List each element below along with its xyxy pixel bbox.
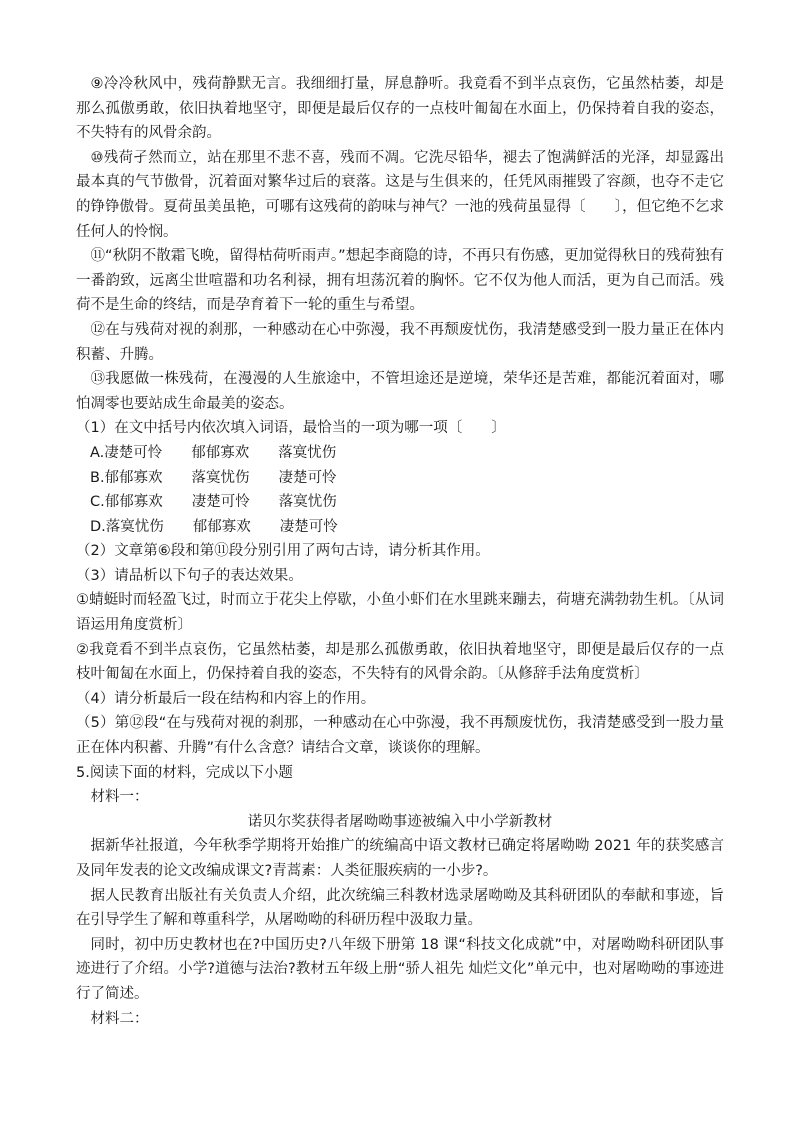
question-2: （2）文章第⑥段和第⑪段分别引用了两句古诗，请分析其作用。 (76, 543, 490, 560)
material-2-label: 材料二： (90, 1010, 149, 1027)
option-a: A.凄楚可怜 郁郁寡欢 落寞忧伤 (90, 444, 337, 461)
option-c: C.郁郁寡欢 凄楚可怜 落寞忧伤 (90, 494, 337, 511)
material-1-paragraph-1: 据新华社报道，今年秋季学期将开始推广的统编高中语文教材已确定将屠呦呦 2021 年的获奖感言及同年发表的论文改编成课文?青蒿素：人类征服疾病的一小步?。 (76, 838, 724, 879)
question-5: （5）第⑫段“在与残荷对视的刹那，一种感动在心中弥漫，我不再颓废忧伤，我清楚感受到一股力量正在体内积蓄、升腾”有什么含意？请结合文章，谈谈你的理解。 (76, 715, 724, 757)
paragraph-11: ⑪“秋阴不散霜飞晚，留得枯荷听雨声。”想起李商隐的诗，不再只有伤感，更加觉得秋日的残荷独有一番韵致，远离尘世喧嚣和功名利禄，拥有坦荡沉着的胸怀。它不仅为他人而活，更为自己而活。残荷不是生命的终结，而是孕育着下一轮的重生与希望。 (76, 248, 724, 314)
question-1: （1）在文中括号内依次填入词语，最恰当的一项为哪一项〔 〕 (76, 420, 506, 437)
material-1-label: 材料一： (90, 789, 149, 806)
option-b: B.郁郁寡欢 落寞忧伤 凄楚可怜 (90, 469, 337, 486)
option-d: D.落寞忧伤 郁郁寡欢 凄楚可怜 (90, 518, 338, 535)
paragraph-13: ⑬我愿做一株残荷，在漫漫的人生旅途中，不管坦途还是逆境，荣华还是苦难，都能沉着面对，哪怕凋零也要站成生命最美的姿态。 (76, 371, 724, 412)
paragraph-12: ⑫在与残荷对视的刹那，一种感动在心中弥漫，我不再颓废忧伤，我清楚感受到一股力量正在体内积蓄、升腾。 (76, 321, 724, 363)
material-1-paragraph-2: 据人民教育出版社有关负责人介绍，此次统编三科教材选录屠呦呦及其科研团队的奉献和事迹，旨在引导学生了解和尊重科学，从屠呦呦的科研历程中汲取力量。 (76, 887, 724, 929)
question-3: （3）请品析以下句子的表达效果。 (76, 567, 303, 584)
question-3-sentence-2: ②我竟看不到半点哀伤，它虽然枯萎，却是那么孤傲勇敢，依旧执着地坚守，即便是最后仅存的一点枝叶匍匐在水面上，仍保持着自我的姿态，不失特有的风骨余韵。〔从修辞手法角度赏析〕 (76, 641, 724, 683)
paragraph-9: ⑨冷冷秋风中，残荷静默无言。我细细打量，屏息静听。我竟看不到半点哀伤，它虽然枯萎，却是那么孤傲勇敢，依旧执着地坚守，即便是最后仅存的一点枝叶匍匐在水面上，仍保持着自我的姿态，不失特有的风骨余韵。 (76, 76, 724, 142)
question-4: （4）请分析最后一段在结构和内容上的作用。 (76, 690, 376, 707)
material-1-paragraph-3: 同时，初中历史教材也在?中国历史?八年级下册第 18 课“科技文化成就”中，对屠呦呦科研团队事迹进行了介绍。小学?道德与法治?教材五年级上册“骄人祖先 灿烂文化”单元中，也对屠呦呦的事迹进行了简述。 (76, 936, 724, 1002)
section-5-heading: 5.阅读下面的材料，完成以下小题 (76, 764, 293, 781)
paragraph-10: ⑩残荷孑然而立，站在那里不悲不喜，残而不凋。它洗尽铅华，褪去了饱满鲜活的光泽，却显露出最本真的气节傲骨，沉着面对繁华过后的衰落。这是与生俱来的，任凭风雨摧毁了容颜，也夺不走它的铮铮傲骨。夏荷虽美虽艳，可哪有这残荷的韵味与神气？一池的残荷虽显得〔 〕，但它绝不乞求任何人的怜悯。 (76, 149, 724, 240)
material-1-title: 诺贝尔奖获得者屠呦呦事迹被编入中小学新教材 (247, 813, 553, 830)
question-3-sentence-1: ①蜻蜓时而轻盈飞过，时而立于花尖上停歇，小鱼小虾们在水里跳来蹦去，荷塘充满勃勃生机。〔从词语运用角度赏析〕 (76, 592, 724, 634)
